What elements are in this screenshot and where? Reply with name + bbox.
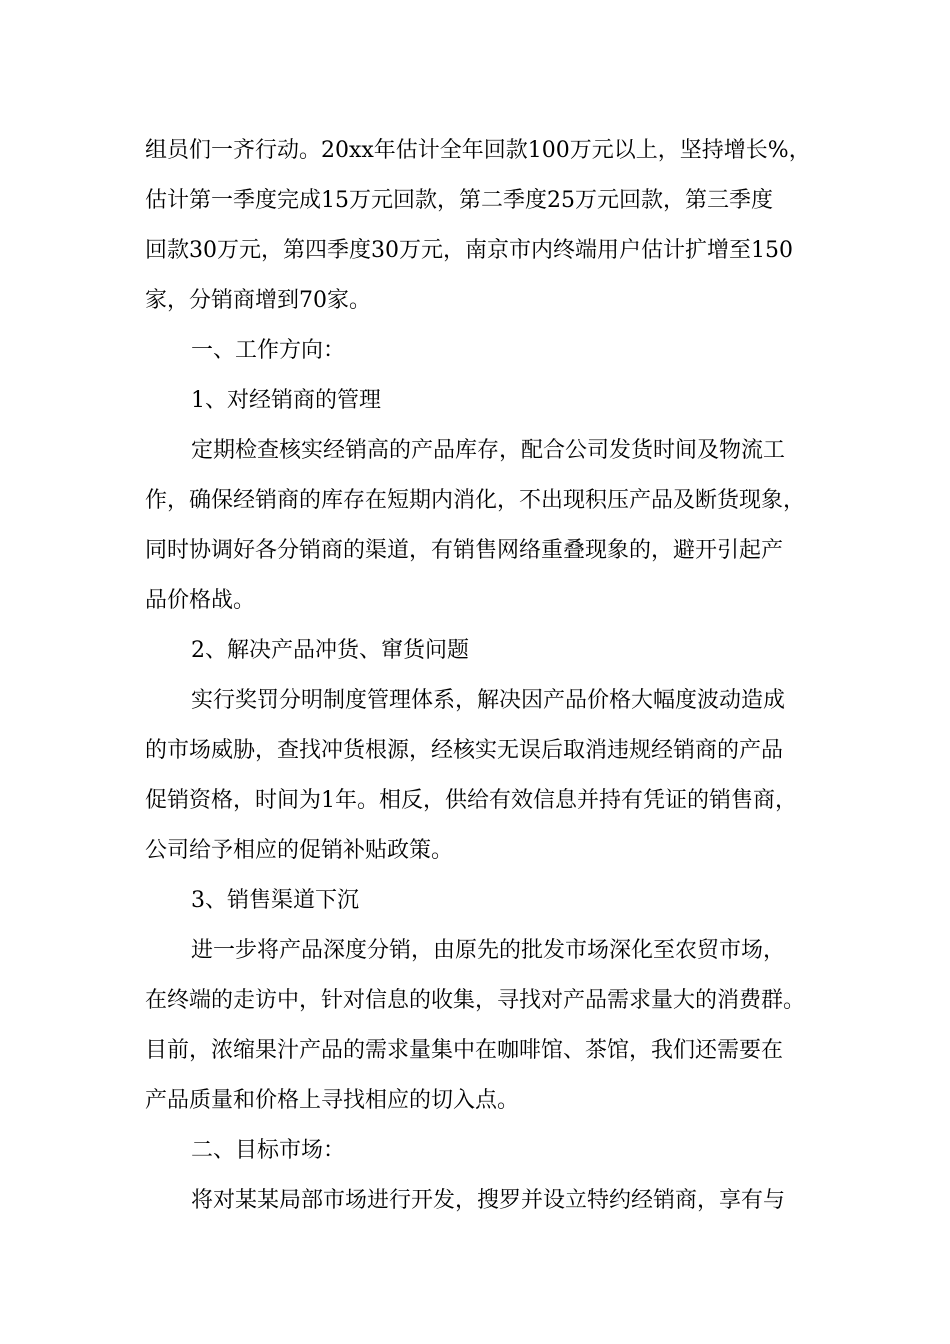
paragraph-line: 家，分销商增到70家。 xyxy=(145,288,371,313)
paragraph-line: 作，确保经销商的库存在短期内消化，不出现积压产品及断货现象， xyxy=(145,488,806,513)
subsection-heading: 1、对经销商的管理 xyxy=(191,388,381,413)
paragraph-line: 在终端的走访中，针对信息的收集，寻找对产品需求量大的消费群。 xyxy=(145,988,806,1013)
section-heading: 一、工作方向： xyxy=(191,338,346,363)
paragraph-line: 回款30万元，第四季度30万元，南京市内终端用户估计扩增至150 xyxy=(145,238,793,263)
paragraph-line: 同时协调好各分销商的渠道，有销售网络重叠现象的，避开引起产 xyxy=(145,538,784,563)
paragraph-line: 的市场威胁，查找冲货根源，经核实无误后取消违规经销商的产品 xyxy=(145,738,784,763)
paragraph-line: 进一步将产品深度分销，由原先的批发市场深化至农贸市场， xyxy=(191,938,786,963)
paragraph-line: 估计第一季度完成15万元回款，第二季度25万元回款，第三季度 xyxy=(145,188,773,213)
paragraph-line: 促销资格，时间为1年。相反，供给有效信息并持有凭证的销售商， xyxy=(145,788,797,813)
subsection-heading: 2、解决产品冲货、窜货问题 xyxy=(191,638,469,663)
paragraph-line: 公司给予相应的促销补贴政策。 xyxy=(145,838,454,863)
paragraph-line: 产品质量和价格上寻找相应的切入点。 xyxy=(145,1088,520,1113)
subsection-heading: 3、销售渠道下沉 xyxy=(191,888,359,913)
paragraph-line: 组员们一齐行动。20xx年估计全年回款100万元以上，坚持增长%， xyxy=(145,138,811,163)
paragraph-line: 将对某某局部市场进行开发，搜罗并设立特约经销商，享有与 xyxy=(191,1188,786,1213)
paragraph-line: 实行奖罚分明制度管理体系，解决因产品价格大幅度波动造成 xyxy=(191,688,786,713)
paragraph-line: 定期检查核实经销高的产品库存，配合公司发货时间及物流工 xyxy=(191,438,786,463)
paragraph-line: 目前，浓缩果汁产品的需求量集中在咖啡馆、茶馆，我们还需要在 xyxy=(145,1038,784,1063)
section-heading: 二、目标市场： xyxy=(191,1138,346,1163)
paragraph-line: 品价格战。 xyxy=(145,588,256,613)
